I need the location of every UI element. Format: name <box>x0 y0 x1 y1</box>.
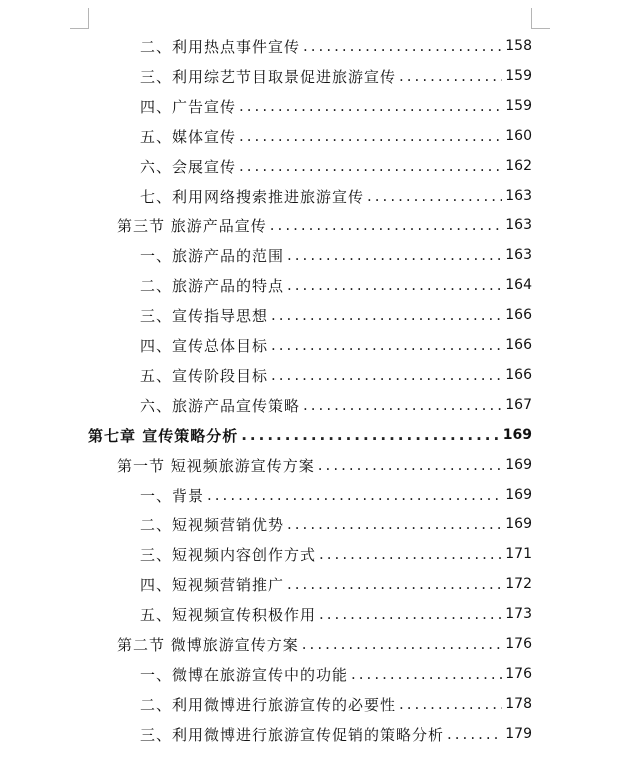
toc-page-number: 169 <box>505 487 532 503</box>
toc-page-number: 169 <box>505 457 532 473</box>
toc-dot-leader <box>300 396 502 414</box>
toc-entry-title: 二、短视频营销优势 <box>140 515 285 534</box>
toc-dot-leader <box>444 725 502 743</box>
toc-dot-leader <box>300 37 502 55</box>
toc-dot-leader <box>396 695 502 713</box>
toc-entry-title: 六、旅游产品宣传策略 <box>140 396 301 415</box>
crop-mark-top-right <box>531 8 550 29</box>
toc-page-number: 166 <box>505 367 532 383</box>
toc-section-entry[interactable] <box>117 450 532 480</box>
toc-entry-title: 第七章 宣传策略分析 <box>88 426 239 445</box>
toc-dot-leader <box>284 515 502 533</box>
toc-entry-title: 七、利用网络搜索推进旅游宣传 <box>140 187 365 206</box>
toc-page-number: 163 <box>505 247 532 263</box>
toc-entry-title: 六、会展宣传 <box>140 157 237 176</box>
toc-page-number: 163 <box>505 188 532 204</box>
toc-page-number: 166 <box>505 307 532 323</box>
toc-chapter-entry[interactable] <box>88 420 532 450</box>
toc-dot-leader <box>238 426 502 444</box>
toc-page-number: 162 <box>505 158 532 174</box>
toc-subsection-entry[interactable] <box>140 31 532 61</box>
toc-entry-title: 第三节 旅游产品宣传 <box>117 216 267 235</box>
toc-subsection-entry[interactable] <box>140 240 532 270</box>
toc-section-entry[interactable] <box>117 629 532 659</box>
toc-dot-leader <box>315 456 502 474</box>
toc-entry-title: 四、宣传总体目标 <box>140 336 269 355</box>
toc-entry-title: 第二节 微博旅游宣传方案 <box>117 635 299 654</box>
toc-page-number: 159 <box>505 68 532 84</box>
toc-subsection-entry[interactable] <box>140 480 532 510</box>
toc-dot-leader <box>284 246 502 264</box>
toc-entry-title: 一、旅游产品的范围 <box>140 246 285 265</box>
toc-page-number: 169 <box>505 516 532 532</box>
toc-dot-leader <box>364 187 502 205</box>
toc-subsection-entry[interactable] <box>140 270 532 300</box>
toc-subsection-entry[interactable] <box>140 91 532 121</box>
toc-dot-leader <box>236 127 502 145</box>
toc-page-number: 166 <box>505 337 532 353</box>
toc-entry-title: 三、宣传指导思想 <box>140 306 269 325</box>
toc-dot-leader <box>267 216 502 234</box>
toc-dot-leader <box>299 635 502 653</box>
toc-entry-title: 五、宣传阶段目标 <box>140 366 269 385</box>
toc-subsection-entry[interactable] <box>140 300 532 330</box>
toc-subsection-entry[interactable] <box>140 569 532 599</box>
toc-page-number: 169 <box>502 427 532 443</box>
toc-page-number: 158 <box>505 38 532 54</box>
toc-subsection-entry[interactable] <box>140 121 532 151</box>
toc-entry-title: 二、利用微博进行旅游宣传的必要性 <box>140 695 397 714</box>
toc-dot-leader <box>236 157 502 175</box>
toc-page-number: 172 <box>505 576 532 592</box>
toc-subsection-entry[interactable] <box>140 719 532 749</box>
toc-entry-title: 一、微博在旅游宣传中的功能 <box>140 665 349 684</box>
toc-dot-leader <box>396 67 502 85</box>
toc-entry-title: 第一节 短视频旅游宣传方案 <box>117 456 315 475</box>
toc-page-number: 178 <box>505 696 532 712</box>
toc-dot-leader <box>284 575 502 593</box>
toc-dot-leader <box>236 97 502 115</box>
toc-dot-leader <box>268 336 502 354</box>
toc-entry-title: 三、利用微博进行旅游宣传促销的策略分析 <box>140 725 445 744</box>
toc-page-number: 171 <box>505 546 532 562</box>
toc-subsection-entry[interactable] <box>140 599 532 629</box>
toc-page-number: 179 <box>505 726 532 742</box>
toc-dot-leader <box>348 665 502 683</box>
toc-subsection-entry[interactable] <box>140 360 532 390</box>
toc-dot-leader <box>316 545 502 563</box>
toc-subsection-entry[interactable] <box>140 181 532 211</box>
toc-dot-leader <box>204 486 502 504</box>
toc-subsection-entry[interactable] <box>140 509 532 539</box>
toc-page-number: 160 <box>505 128 532 144</box>
crop-mark-top-left <box>70 8 89 29</box>
toc-entry-title: 一、背景 <box>140 486 205 505</box>
toc-dot-leader <box>268 366 502 384</box>
toc-entry-title: 三、短视频内容创作方式 <box>140 545 317 564</box>
toc-entry-title: 二、利用热点事件宣传 <box>140 37 301 56</box>
toc-page-number: 159 <box>505 98 532 114</box>
toc-subsection-entry[interactable] <box>140 330 532 360</box>
toc-entry-title: 四、广告宣传 <box>140 97 237 116</box>
toc-subsection-entry[interactable] <box>140 61 532 91</box>
toc-dot-leader <box>316 605 502 623</box>
toc-entry-title: 五、媒体宣传 <box>140 127 237 146</box>
toc-page-number: 176 <box>505 636 532 652</box>
toc-entry-title: 五、短视频宣传积极作用 <box>140 605 317 624</box>
toc-dot-leader <box>284 276 502 294</box>
toc-entry-title: 四、短视频营销推广 <box>140 575 285 594</box>
toc-entry-title: 二、旅游产品的特点 <box>140 276 285 295</box>
toc-page-number: 173 <box>505 606 532 622</box>
toc-page-number: 167 <box>505 397 532 413</box>
toc-entry-title: 三、利用综艺节目取景促进旅游宣传 <box>140 67 397 86</box>
toc-subsection-entry[interactable] <box>140 659 532 689</box>
toc-subsection-entry[interactable] <box>140 689 532 719</box>
toc-subsection-entry[interactable] <box>140 151 532 181</box>
toc-page-number: 176 <box>505 666 532 682</box>
toc-page-number: 164 <box>505 277 532 293</box>
toc-page-number: 163 <box>505 217 532 233</box>
toc-section-entry[interactable] <box>117 210 532 240</box>
toc-dot-leader <box>268 306 502 324</box>
toc-subsection-entry[interactable] <box>140 539 532 569</box>
toc-subsection-entry[interactable] <box>140 390 532 420</box>
